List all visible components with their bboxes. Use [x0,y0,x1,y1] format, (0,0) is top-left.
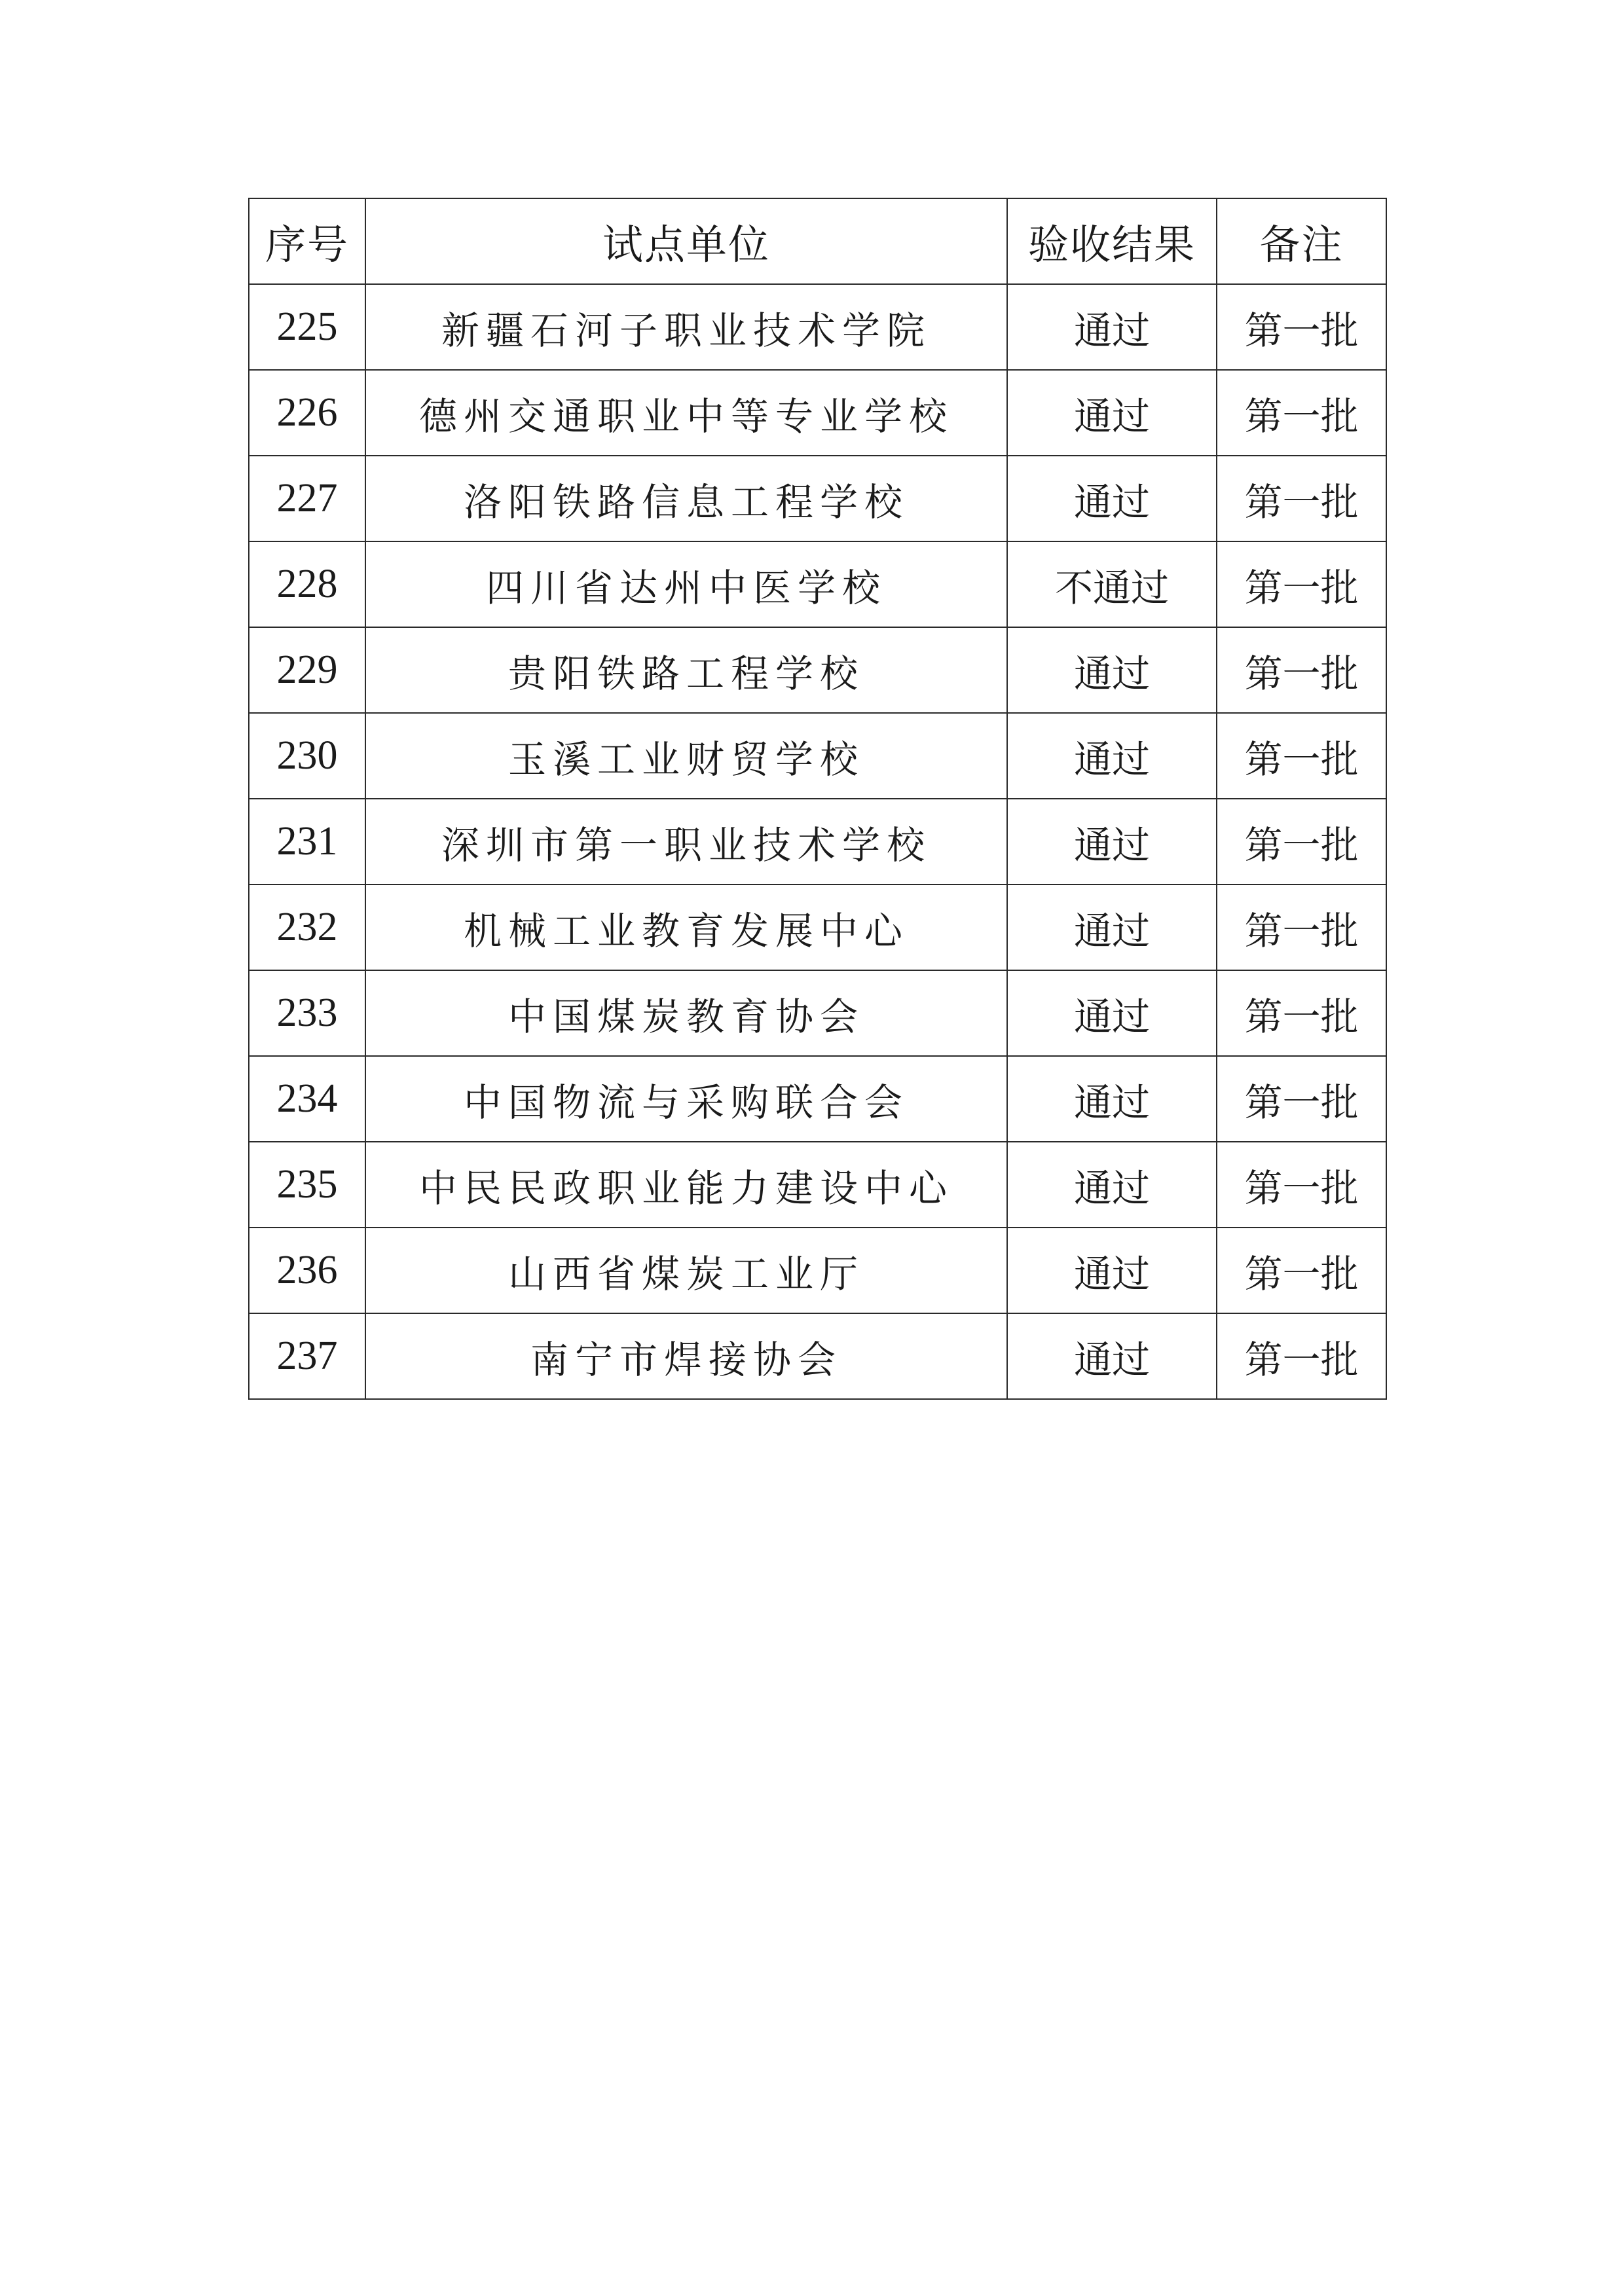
cell-serial-number: 237 [249,1313,365,1399]
cell-remarks: 第一批 [1217,970,1386,1056]
cell-serial-number: 232 [249,884,365,970]
cell-pilot-unit: 贵阳铁路工程学校 [365,627,1007,713]
header-pilot-unit: 试点单位 [365,198,1007,284]
cell-acceptance-result: 通过 [1007,1228,1217,1313]
cell-serial-number: 228 [249,541,365,627]
cell-acceptance-result: 通过 [1007,713,1217,799]
table-header [249,198,1386,284]
cell-acceptance-result: 通过 [1007,799,1217,884]
table-row [249,1228,1386,1313]
cell-pilot-unit: 深圳市第一职业技术学校 [365,799,1007,884]
cell-pilot-unit: 新疆石河子职业技术学院 [365,284,1007,370]
header-row [249,198,1386,284]
cell-serial-number: 233 [249,970,365,1056]
cell-remarks: 第一批 [1217,456,1386,541]
cell-acceptance-result: 通过 [1007,456,1217,541]
cell-serial-number: 226 [249,370,365,456]
cell-remarks: 第一批 [1217,627,1386,713]
cell-serial-number: 230 [249,713,365,799]
table-row [249,1313,1386,1399]
cell-remarks: 第一批 [1217,1228,1386,1313]
cell-acceptance-result: 通过 [1007,1313,1217,1399]
table-row [249,884,1386,970]
cell-remarks: 第一批 [1217,541,1386,627]
cell-serial-number: 225 [249,284,365,370]
cell-remarks: 第一批 [1217,284,1386,370]
cell-serial-number: 231 [249,799,365,884]
cell-pilot-unit: 四川省达州中医学校 [365,541,1007,627]
cell-remarks: 第一批 [1217,1056,1386,1142]
cell-pilot-unit: 德州交通职业中等专业学校 [365,370,1007,456]
table-row [249,799,1386,884]
cell-pilot-unit: 中国煤炭教育协会 [365,970,1007,1056]
cell-remarks: 第一批 [1217,884,1386,970]
table-row [249,284,1386,370]
cell-remarks: 第一批 [1217,713,1386,799]
table-row [249,713,1386,799]
cell-remarks: 第一批 [1217,1313,1386,1399]
cell-acceptance-result: 通过 [1007,284,1217,370]
cell-acceptance-result: 通过 [1007,627,1217,713]
cell-acceptance-result: 通过 [1007,970,1217,1056]
cell-pilot-unit: 中国物流与采购联合会 [365,1056,1007,1142]
table-row [249,456,1386,541]
table-row [249,370,1386,456]
cell-acceptance-result: 通过 [1007,1056,1217,1142]
cell-pilot-unit: 中民民政职业能力建设中心 [365,1142,1007,1228]
acceptance-results-table [248,198,1387,1400]
table-row [249,970,1386,1056]
cell-acceptance-result: 通过 [1007,370,1217,456]
cell-pilot-unit: 洛阳铁路信息工程学校 [365,456,1007,541]
table-row [249,627,1386,713]
cell-pilot-unit: 山西省煤炭工业厅 [365,1228,1007,1313]
header-serial-number: 序号 [249,198,365,284]
cell-serial-number: 227 [249,456,365,541]
header-acceptance-result: 验收结果 [1007,198,1217,284]
header-remarks: 备注 [1217,198,1386,284]
cell-remarks: 第一批 [1217,370,1386,456]
cell-acceptance-result: 不通过 [1007,541,1217,627]
cell-acceptance-result: 通过 [1007,1142,1217,1228]
table-row [249,1056,1386,1142]
cell-pilot-unit: 玉溪工业财贸学校 [365,713,1007,799]
cell-remarks: 第一批 [1217,1142,1386,1228]
cell-pilot-unit: 南宁市焊接协会 [365,1313,1007,1399]
table-body [249,284,1386,1399]
cell-serial-number: 234 [249,1056,365,1142]
table-row [249,1142,1386,1228]
table-row [249,541,1386,627]
cell-remarks: 第一批 [1217,799,1386,884]
cell-pilot-unit: 机械工业教育发展中心 [365,884,1007,970]
cell-acceptance-result: 通过 [1007,884,1217,970]
cell-serial-number: 235 [249,1142,365,1228]
cell-serial-number: 236 [249,1228,365,1313]
cell-serial-number: 229 [249,627,365,713]
